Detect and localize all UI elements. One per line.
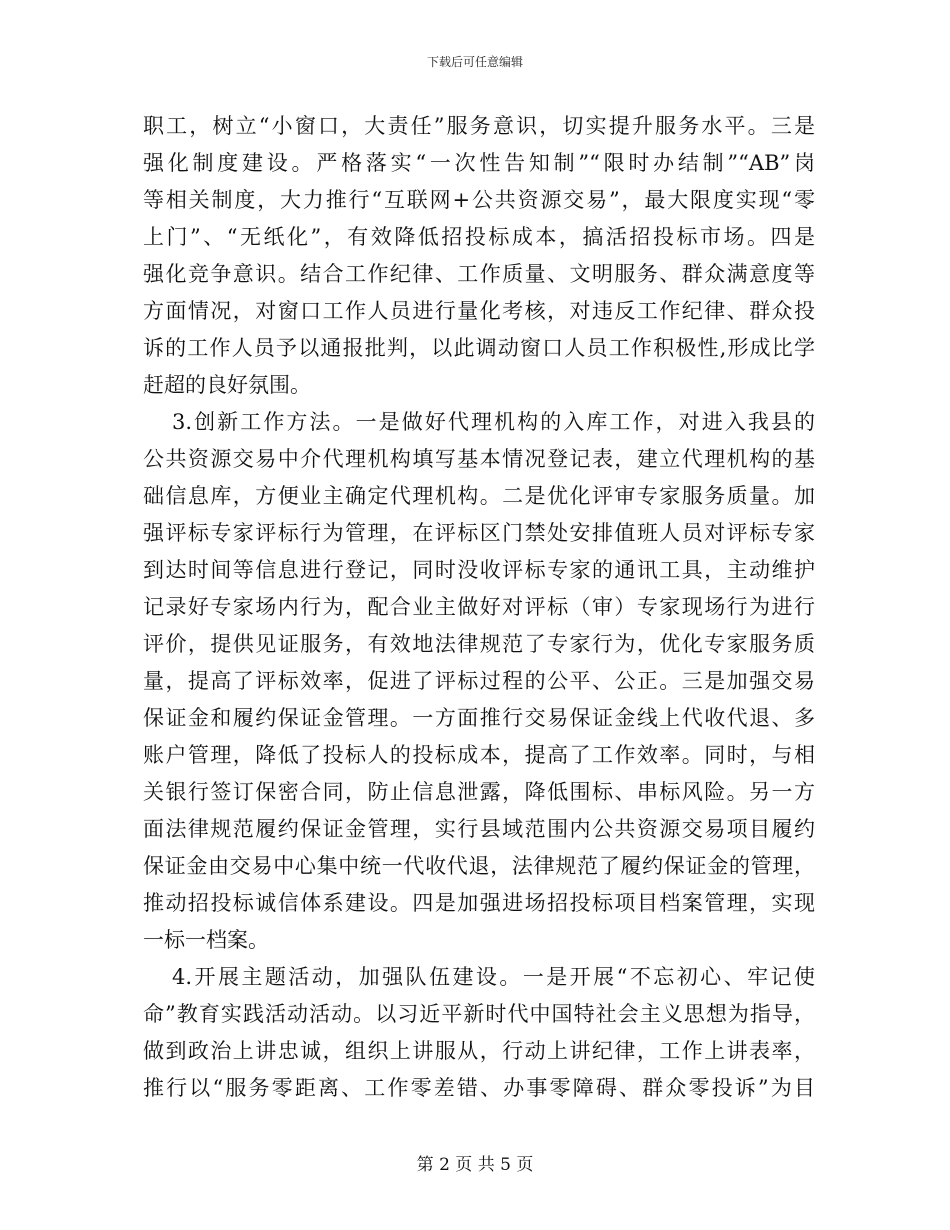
- body-line: 强化竞争意识。结合工作纪律、工作质量、文明服务、群众满意度等: [143, 262, 815, 286]
- body-line: 4.开展主题活动，加强队伍建设。一是开展“不忘初心、牢记使: [172, 965, 815, 989]
- body-line: 公共资源交易中介代理机构填写基本情况登记表，建立代理机构的基: [143, 447, 815, 471]
- page-header: 下载后可任意编辑: [426, 55, 523, 69]
- body-line: 上门”、“无纸化”，有效降低招投标成本，搞活招投标市场。四是: [143, 225, 815, 249]
- body-line: 方面情况，对窗口工作人员进行量化考核，对违反工作纪律、群众投: [143, 299, 815, 323]
- body-line: 强化制度建设。严格落实“一次性告知制”“限时办结制”“AB”岗: [143, 151, 815, 175]
- document-body: [143, 108, 815, 1107]
- body-line: 推动招投标诚信体系建设。四是加强进场招投标项目档案管理，实现: [143, 891, 815, 915]
- paragraph: [143, 108, 815, 404]
- page-number-footer: 第 2 页 共 5 页: [416, 1155, 534, 1175]
- body-line: 保证金由交易中心集中统一代收代退，法律规范了履约保证金的管理，: [143, 854, 815, 878]
- body-line: 职工，树立“小窗口，大责任”服务意识，切实提升服务水平。三是: [143, 114, 815, 138]
- body-line: 诉的工作人员予以通报批判，以此调动窗口人员工作积极性,形成比学: [143, 336, 815, 360]
- body-line: 等相关制度，大力推行“互联网+公共资源交易”，最大限度实现“零: [143, 188, 815, 212]
- body-line: 面法律规范履约保证金管理，实行县域范围内公共资源交易项目履约: [143, 817, 815, 841]
- body-line: 记录好专家场内行为，配合业主做好对评标（审）专家现场行为进行: [143, 595, 815, 619]
- body-line: 到达时间等信息进行登记，同时没收评标专家的通讯工具，主动维护: [143, 558, 815, 582]
- body-line: 命”教育实践活动活动。以习近平新时代中国特社会主义思想为指导，: [143, 1002, 815, 1026]
- body-line: 3.创新工作方法。一是做好代理机构的入库工作，对进入我县的: [172, 410, 815, 434]
- body-line: 评价，提供见证服务，有效地法律规范了专家行为，优化专家服务质: [143, 632, 815, 656]
- paragraph: [143, 959, 815, 1107]
- body-line: 关银行签订保密合同，防止信息泄露，降低围标、串标风险。另一方: [143, 780, 815, 804]
- body-line: 量，提高了评标效率，促进了评标过程的公平、公正。三是加强交易: [143, 669, 815, 693]
- body-line: 做到政治上讲忠诚，组织上讲服从，行动上讲纪律，工作上讲表率，: [143, 1039, 815, 1063]
- paragraph: [143, 404, 815, 959]
- body-line: 推行以“服务零距离、工作零差错、办事零障碍、群众零投诉”为目: [143, 1076, 815, 1100]
- body-line: 强评标专家评标行为管理，在评标区门禁处安排值班人员对评标专家: [143, 521, 815, 545]
- body-line: 账户管理，降低了投标人的投标成本，提高了工作效率。同时，与相: [143, 743, 815, 767]
- body-line: 赶超的良好氛围。: [143, 373, 311, 397]
- body-line: 础信息库，方便业主确定代理机构。二是优化评审专家服务质量。加: [143, 484, 815, 508]
- body-line: 一标一档案。: [143, 928, 269, 952]
- body-line: 保证金和履约保证金管理。一方面推行交易保证金线上代收代退、多: [143, 706, 815, 730]
